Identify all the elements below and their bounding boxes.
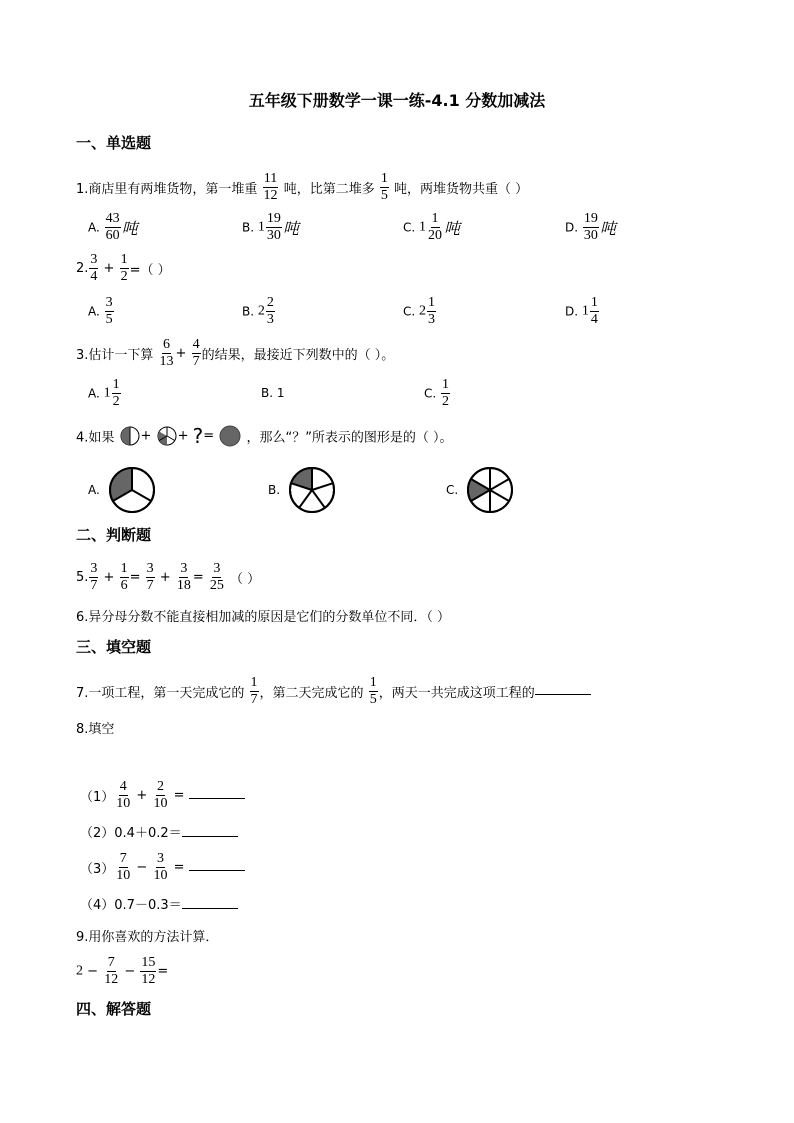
q1-option-a-fraction: $\frac{43}{60}$	[105, 211, 120, 243]
question-2: 2. $\frac{3}{4}$ + $\frac{1}{2}$ =（ ）	[76, 252, 171, 284]
q4-option-a[interactable]: A.	[88, 466, 156, 514]
q1-option-a[interactable]: A. $\frac{43}{60}$ 吨	[88, 211, 138, 243]
q2-option-d[interactable]: D. 1 $\frac{1}{4}$	[565, 295, 598, 327]
question-1	[76, 172, 528, 203]
q8-item-1: （1） $\frac{4}{10}$ + $\frac{2}{10}$ =	[80, 780, 245, 811]
full-circle-icon	[218, 424, 242, 448]
section-heading-true-false: 二、判断题	[76, 526, 152, 544]
q2-fraction-1: $\frac{3}{4}$	[90, 252, 98, 284]
question-9-expression: 2 − $\frac{7}{12}$ − $\frac{15}{12}$ =	[76, 955, 169, 987]
q3-option-b[interactable]: B. 1	[261, 386, 285, 400]
q2-option-c[interactable]: C. 2 $\frac{1}{3}$	[403, 295, 436, 327]
q8-item-3-blank[interactable]	[189, 856, 245, 871]
question-9-title: 9.用你喜欢的方法计算．	[76, 930, 219, 945]
q3-fraction-1: $\frac{6}{13}$	[159, 337, 174, 369]
q1-fraction-1: $\frac{11}{12}$	[263, 171, 278, 203]
question-5: 5. $\frac{3}{7}$ + $\frac{1}{6}$ = $\frac{3}{7}$ + $\frac{3}{18}$ = $\frac{3}{25}$ （ ）	[76, 561, 261, 593]
q1-option-c[interactable]: C. 1 $\frac{1}{20}$ 吨	[403, 211, 461, 243]
question-3: 3.估计一下算 $\frac{6}{13}$ + $\frac{4}{7}$ 的结果，最接近下列数中的（ ）。	[76, 337, 395, 369]
q1-option-b-fraction: $\frac{19}{30}$	[266, 211, 281, 243]
q1-suffix: 吨，两堆货物共重（ ）	[393, 182, 529, 197]
page-title: 五年级下册数学一课一练-4.1 分数加减法	[248, 91, 546, 110]
q2-fraction-2: $\frac{1}{2}$	[120, 252, 128, 284]
q8-item-1-blank[interactable]	[189, 784, 245, 799]
section-heading-solve: 四、解答题	[76, 1000, 152, 1018]
q8-item-2: （2）0.4＋0.2＝	[80, 822, 238, 841]
pie-sixth-shaded-icon	[466, 466, 514, 514]
question-7: 7.一项工程，第一天完成它的 $\frac{1}{7}$ ，第二天完成它的 $\frac{1}{5}$ ，两天一共完成这项工程的	[76, 676, 591, 707]
section-heading-single-choice: 一、单选题	[76, 134, 152, 152]
q3-fraction-2: $\frac{4}{7}$	[192, 337, 200, 369]
q8-item-4-blank[interactable]	[182, 896, 238, 909]
q2-option-b[interactable]: B. 2 $\frac{2}{3}$	[242, 295, 274, 327]
question-4: 4.如果 + + ?= ，那么“？”所表示的图形是的（ ）。	[76, 424, 453, 448]
q5-answer-parens[interactable]: （ ）	[230, 572, 261, 587]
q3-option-c[interactable]: C. $\frac{1}{2}$	[424, 377, 450, 409]
section-heading-fill-blank: 三、填空题	[76, 638, 152, 656]
q4-option-c[interactable]: C.	[446, 466, 514, 514]
q8-item-3: （3） $\frac{7}{10}$ − $\frac{3}{10}$ =	[80, 852, 245, 883]
question-6: 6.异分母分数不能直接相加减的原因是它们的分数单位不同．（ ）	[76, 610, 451, 625]
q1-prefix: 1.商店里有两堆货物，第一堆重	[76, 182, 258, 197]
q1-option-d[interactable]: D. $\frac{19}{30}$ 吨	[565, 211, 616, 243]
q7-answer-blank[interactable]	[535, 680, 591, 695]
q1-option-d-fraction: $\frac{19}{30}$	[583, 211, 598, 243]
q4-option-b[interactable]: B.	[268, 466, 336, 514]
third-circle-icon	[156, 425, 178, 447]
q3-option-a[interactable]: A. 1 $\frac{1}{2}$	[88, 377, 120, 409]
question-mark-symbol: ?	[192, 424, 204, 448]
q8-item-4: （4）0.7－0.3＝	[80, 894, 238, 913]
pie-fifth-shaded-icon	[288, 466, 336, 514]
q2-option-a[interactable]: A. $\frac{3}{5}$	[88, 295, 113, 327]
q8-item-2-blank[interactable]	[182, 824, 238, 837]
pie-third-shaded-icon	[108, 466, 156, 514]
q1-option-c-fraction: $\frac{1}{20}$	[428, 211, 443, 243]
q1-fraction-2: $\frac{1}{5}$	[380, 171, 388, 203]
question-8-title: 8.填空	[76, 722, 115, 737]
q1-option-b[interactable]: B. 1 $\frac{19}{30}$ 吨	[242, 211, 299, 243]
q1-mid: 吨，比第二堆多	[283, 182, 375, 197]
half-circle-icon	[119, 425, 141, 447]
